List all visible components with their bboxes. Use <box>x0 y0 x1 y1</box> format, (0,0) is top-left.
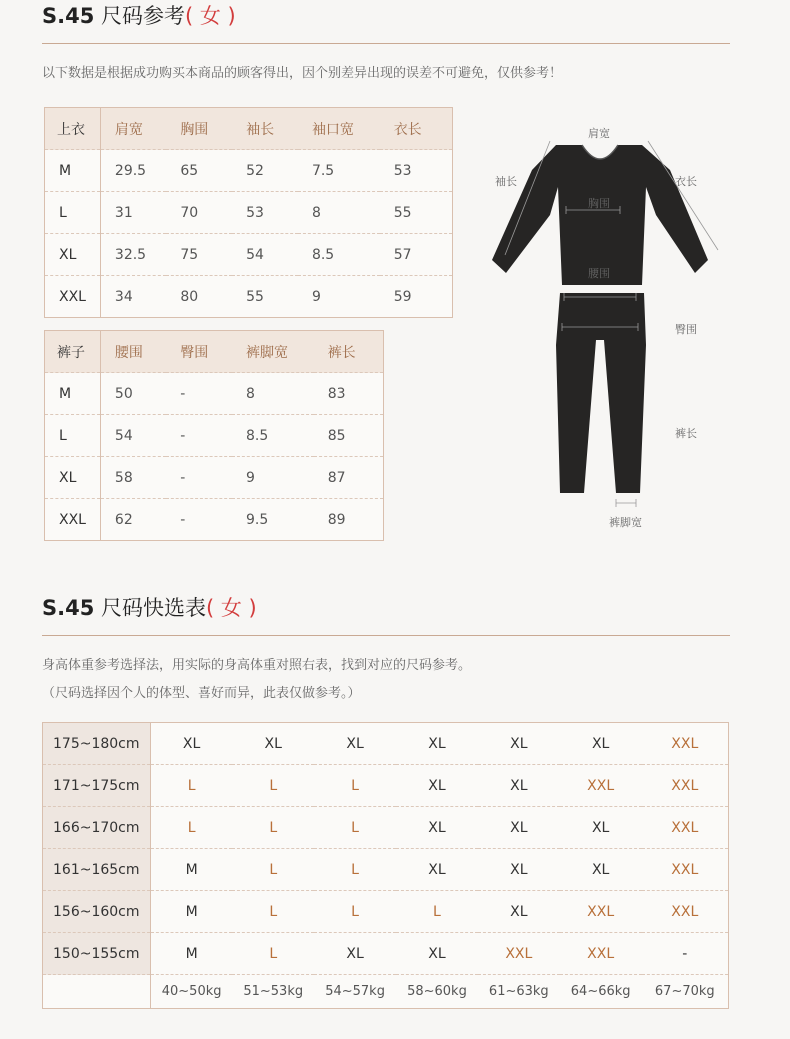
pants-table-cell: XL <box>45 457 101 499</box>
top-table-row <box>45 150 453 192</box>
top-table-cell: 8.5 <box>298 234 380 276</box>
selector-size-cell: L <box>150 807 232 849</box>
selector-size-cell: L <box>232 933 314 975</box>
shirt-shape <box>492 145 708 285</box>
top-table-cell: XXL <box>45 276 101 318</box>
selector-weight-cell: 51~53kg <box>232 975 314 1009</box>
top-table-cell: 55 <box>232 276 298 318</box>
label-waist: 腰围 <box>588 267 610 280</box>
pants-table-cell: 85 <box>314 415 384 457</box>
selector-size-cell: XL <box>396 723 478 765</box>
pants-table-cell: XXL <box>45 499 101 541</box>
top-table-header-cell: 上衣 <box>45 108 101 150</box>
selector-weight-cell: 67~70kg <box>642 975 729 1009</box>
label-chest: 胸围 <box>588 197 610 210</box>
size-selector-table <box>42 722 729 1009</box>
selector-size-cell: XL <box>560 723 642 765</box>
selector-row <box>43 807 729 849</box>
selector-size-cell: L <box>396 891 478 933</box>
selector-size-cell: XL <box>478 807 560 849</box>
top-table-cell: 65 <box>166 150 232 192</box>
pants-table-row <box>45 457 384 499</box>
selector-size-cell: XL <box>396 933 478 975</box>
pants-table-row <box>45 373 384 415</box>
selector-size-cell: XL <box>478 891 560 933</box>
selector-size-cell: M <box>150 933 232 975</box>
pants-table-header-cell: 裤子 <box>45 331 101 373</box>
pants-table-cell: L <box>45 415 101 457</box>
top-table-cell: 29.5 <box>100 150 166 192</box>
selector-size-cell: XL <box>560 807 642 849</box>
pants-table-cell: - <box>166 373 232 415</box>
pants-size-table <box>44 330 384 541</box>
selector-size-cell: XXL <box>642 891 729 933</box>
top-table-cell: 52 <box>232 150 298 192</box>
selector-size-cell: L <box>314 807 396 849</box>
top-table-header-cell: 袖口宽 <box>298 108 380 150</box>
selector-weight-cell: 64~66kg <box>560 975 642 1009</box>
pants-table-cell: 62 <box>100 499 166 541</box>
section1-gender: ( 女 ) <box>185 4 236 28</box>
pants-table-cell: - <box>166 415 232 457</box>
selector-size-cell: M <box>150 849 232 891</box>
selector-height-cell: 150~155cm <box>43 933 151 975</box>
section1-divider <box>42 43 730 44</box>
top-table-header-cell: 衣长 <box>380 108 453 150</box>
pants-table-cell: 83 <box>314 373 384 415</box>
selector-height-cell: 171~175cm <box>43 765 151 807</box>
top-table-cell: 55 <box>380 192 453 234</box>
pants-table-header-row <box>45 331 384 373</box>
selector-size-cell: XL <box>150 723 232 765</box>
pants-table-cell: 8.5 <box>232 415 314 457</box>
top-size-table <box>44 107 453 318</box>
label-pants-length: 裤长 <box>675 427 697 440</box>
selector-weight-cell: 58~60kg <box>396 975 478 1009</box>
selector-size-cell: L <box>232 849 314 891</box>
pants-table-header-cell: 裤长 <box>314 331 384 373</box>
pants-table-cell: - <box>166 457 232 499</box>
selector-size-cell: L <box>232 891 314 933</box>
selector-size-cell: XXL <box>560 891 642 933</box>
top-table-cell: 32.5 <box>100 234 166 276</box>
label-sleeve: 袖长 <box>495 175 517 188</box>
selector-size-cell: XL <box>396 807 478 849</box>
selector-size-cell: L <box>314 891 396 933</box>
selector-size-cell: XL <box>314 933 396 975</box>
section2-title-text: 尺码快选表 <box>101 596 207 620</box>
top-table-row <box>45 276 453 318</box>
section2-divider <box>42 635 730 636</box>
top-table-cell: 80 <box>166 276 232 318</box>
selector-size-cell: XXL <box>642 723 729 765</box>
section1-title-text: 尺码参考 <box>101 4 186 28</box>
selector-weight-cell: 54~57kg <box>314 975 396 1009</box>
selector-weight-cell: 40~50kg <box>150 975 232 1009</box>
selector-size-cell: XXL <box>560 933 642 975</box>
pants-table-header-cell: 臀围 <box>166 331 232 373</box>
pants-table-row <box>45 415 384 457</box>
pants-table-header-cell: 裤脚宽 <box>232 331 314 373</box>
top-table-cell: 7.5 <box>298 150 380 192</box>
pants-table-cell: 87 <box>314 457 384 499</box>
selector-corner-cell <box>43 975 151 1009</box>
selector-size-cell: M <box>150 891 232 933</box>
selector-height-cell: 156~160cm <box>43 891 151 933</box>
selector-size-cell: XXL <box>642 807 729 849</box>
top-table-header-row <box>45 108 453 150</box>
selector-size-cell: L <box>232 765 314 807</box>
section2-gender: ( 女 ) <box>206 596 257 620</box>
pants-shape <box>556 293 646 493</box>
top-table-header-cell: 肩宽 <box>100 108 166 150</box>
selector-size-cell: XL <box>396 765 478 807</box>
selector-row <box>43 933 729 975</box>
top-table-cell: M <box>45 150 101 192</box>
label-hem: 裤脚宽 <box>609 516 642 529</box>
pants-table-header-cell: 腰围 <box>100 331 166 373</box>
top-table-cell: 75 <box>166 234 232 276</box>
section2-title <box>42 592 257 622</box>
selector-weight-row <box>43 975 729 1009</box>
top-table-cell: 70 <box>166 192 232 234</box>
pants-table-cell: M <box>45 373 101 415</box>
section1-title <box>42 0 236 30</box>
top-table-header-cell: 袖长 <box>232 108 298 150</box>
section1-code: S.45 <box>42 4 95 28</box>
selector-size-cell: XL <box>478 849 560 891</box>
top-table-cell: 31 <box>100 192 166 234</box>
top-table-cell: L <box>45 192 101 234</box>
selector-size-cell: L <box>150 765 232 807</box>
selector-size-cell: XL <box>560 849 642 891</box>
label-hip: 臀围 <box>675 323 697 336</box>
selector-row <box>43 723 729 765</box>
selector-size-cell: XXL <box>642 849 729 891</box>
selector-weight-cell: 61~63kg <box>478 975 560 1009</box>
selector-size-cell: L <box>314 849 396 891</box>
pants-table-row <box>45 499 384 541</box>
label-shoulder: 肩宽 <box>588 127 610 140</box>
pants-table-cell: 54 <box>100 415 166 457</box>
selector-height-cell: 166~170cm <box>43 807 151 849</box>
top-table-cell: 34 <box>100 276 166 318</box>
selector-size-cell: XL <box>232 723 314 765</box>
selector-size-cell: XL <box>314 723 396 765</box>
selector-size-cell: XXL <box>560 765 642 807</box>
section2-code: S.45 <box>42 596 95 620</box>
pants-table-cell: - <box>166 499 232 541</box>
top-table-cell: 9 <box>298 276 380 318</box>
top-table-cell: 57 <box>380 234 453 276</box>
selector-row <box>43 849 729 891</box>
top-table-row <box>45 192 453 234</box>
label-length: 衣长 <box>675 175 697 188</box>
top-table-cell: 53 <box>232 192 298 234</box>
top-table-cell: 59 <box>380 276 453 318</box>
selector-height-cell: 175~180cm <box>43 723 151 765</box>
top-table-cell: 54 <box>232 234 298 276</box>
top-table-row <box>45 234 453 276</box>
selector-height-cell: 161~165cm <box>43 849 151 891</box>
pants-table-cell: 89 <box>314 499 384 541</box>
selector-row <box>43 765 729 807</box>
selector-size-cell: XL <box>478 723 560 765</box>
top-table-cell: 53 <box>380 150 453 192</box>
pants-table-cell: 9 <box>232 457 314 499</box>
selector-row <box>43 891 729 933</box>
top-table-cell: XL <box>45 234 101 276</box>
section1-note: 以下数据是根据成功购买本商品的顾客得出，因个别差异出现的误差不可避免，仅供参考！ <box>42 66 563 81</box>
selector-size-cell: - <box>642 933 729 975</box>
pants-table-cell: 50 <box>100 373 166 415</box>
pants-table-cell: 58 <box>100 457 166 499</box>
selector-size-cell: L <box>232 807 314 849</box>
selector-size-cell: XXL <box>478 933 560 975</box>
section2-note2: （尺码选择因个人的体型、喜好而异，此表仅做参考。） <box>42 686 361 701</box>
pants-table-cell: 8 <box>232 373 314 415</box>
top-table-cell: 8 <box>298 192 380 234</box>
section2-note1: 身高体重参考选择法，用实际的身高体重对照右表，找到对应的尺码参考。 <box>42 658 472 673</box>
selector-size-cell: XXL <box>642 765 729 807</box>
pants-table-cell: 9.5 <box>232 499 314 541</box>
top-table-header-cell: 胸围 <box>166 108 232 150</box>
selector-size-cell: XL <box>478 765 560 807</box>
selector-size-cell: L <box>314 765 396 807</box>
selector-size-cell: XL <box>396 849 478 891</box>
